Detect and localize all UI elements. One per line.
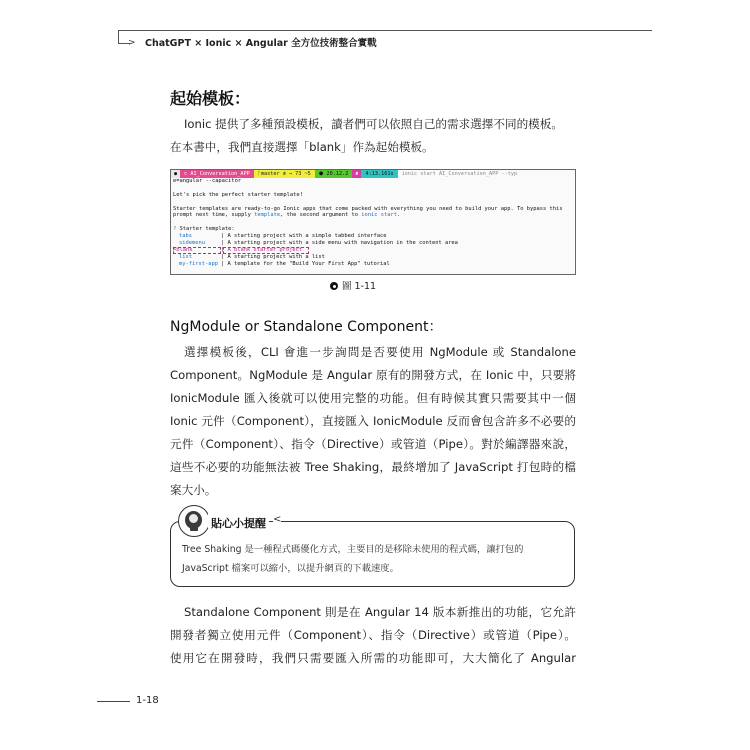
highlight-box-blank-name [173,247,221,255]
terminal-screenshot [170,169,576,275]
lightbulb-glass [189,514,198,523]
prompt-node-version: ⬢ 20.12.2 [315,170,353,178]
paragraph-line: Standalone Component 則是在 Angular 14 版本新推出的功能，它允許 [184,605,576,619]
paragraph-line: 開發者獨立使用元件（Component）、指令（Directive）或管道（Pipe）。 [170,628,576,642]
option-desc: A starting project with a list [227,253,325,260]
header-rule-top [118,30,652,31]
tip-arrow-icon: < [273,514,282,525]
terminal-keyword-ionic-start: ionic start [361,212,397,219]
terminal-prompt-bar [171,170,575,178]
figure-icon [330,282,338,290]
prompt-dot-icon: ● [171,170,180,178]
header-rule-left [118,30,119,43]
paragraph-starter-template [170,113,576,159]
paragraph-standalone [170,601,576,670]
option-desc: A starting project with a side menu with navigation in the content area [227,240,458,247]
prompt-error-icon: ✘ [352,170,361,178]
book-title: ChatGPT × Ionic × Angular 全方位技術整合實戰 [145,38,377,49]
terminal-line [171,212,575,219]
tip-text-line: Tree Shaking 是一種程式碼優化方式，主要目的是移除未使用的程式碼，讓打包的 [182,544,524,555]
selected-marker: > [173,246,177,253]
question-text: Starter template: [176,226,235,233]
paragraph-line: 使用它在開發時，我們只需要匯入所需的功能即可，大大簡化了 Angular [170,651,576,665]
paragraph-line: IonicModule 匯入後就可以使用完整的功能。但有時候其實只需要其中一個 [170,391,576,405]
template-option-sidemenu: sidemenu | A starting project with a side menu with navigation in the content area [171,240,575,247]
terminal-keyword-template: template [254,212,281,219]
lightbulb-base [190,527,198,531]
option-name: my-first-app [179,260,218,267]
prompt-duration: 4:13.161s [361,170,397,178]
running-header [118,28,652,58]
option-name: sidemenu [179,240,205,247]
page-number: 1-18 [136,695,159,706]
terminal-question [171,226,575,233]
option-desc: A blank starter project [227,246,303,253]
terminal-line [171,219,575,226]
prompt-command: ionic start AI_Conversation_APP --typ [398,170,575,178]
header-arrow-icon: > [128,38,136,48]
option-name: tabs [179,233,192,240]
paragraph-line: 這些不必要的功能無法被 Tree Shaking，最終增加了 JavaScript 打包時的檔 [170,460,576,474]
figure-caption-text: 圖 1-11 [342,281,377,292]
terminal-line [171,185,575,192]
template-option-tabs: tabs | A starting project with a simple tabbed interface [171,233,575,240]
option-desc: A starting project with a simple tabbed interface [227,233,387,240]
highlight-box-blank-desc [223,247,309,255]
option-name: blank [176,246,193,253]
tip-text-line: JavaScript 檔案可以縮小，以提升網頁的下載速度。 [182,563,399,574]
template-option-my-first-app: my-first-app | A template for the "Build Your First App" tutorial [171,261,575,268]
terminal-line: Starter templates are ready-to-go Ionic apps that come packed with everything you need to build your app. To bypass this [173,205,563,212]
paragraph-line: 選擇模板後，CLI 會進一步詢問是否要使用 NgModule 或 Standalone [184,345,576,359]
paragraph-ngmodule [170,341,576,502]
template-option-list: list | A starting project with a list [171,254,575,261]
paragraph-line: Ionic 提供了多種預設模板，讀者們可以依照自己的需求選擇不同的模板。 [184,117,563,131]
terminal-line [171,199,575,206]
paragraph-line: Component。NgModule 是 Angular 原有的開發方式，在 Ionic 中，只要將 [170,368,576,382]
option-name: list [179,253,192,260]
paragraph-line: 案大小。 [170,483,217,497]
paragraph-line: Ionic 元件（Component），直接匯入 IonicModule 反而會包含許多不必要的 [170,414,576,428]
prompt-directory: ⊂ AI_Conversation_APP [180,170,254,178]
terminal-text: , the second argument to [280,212,362,219]
terminal-line: e=angular --capacitor [173,178,242,184]
paragraph-line: 元件（Component）、指令（Directive）或管道（Pipe）。對於編譯器來說， [170,437,576,451]
template-option-blank-selected: >blank | A blank starter project [171,247,575,254]
question-mark: ? [173,226,177,233]
footer-rule [97,701,130,702]
section-title-starter-template: 起始模板： [170,89,251,108]
terminal-text: prompt next time, supply [173,212,255,219]
paragraph-line: 在本書中，我們直接選擇「blank」作為起始模板。 [170,140,434,154]
lightbulb-icon [178,505,210,537]
terminal-text: . [396,212,401,219]
terminal-line: Let's pick the perfect starter template! [173,191,303,198]
tip-title-wrap [208,512,269,528]
section-title-ngmodule: NgModule or Standalone Component： [170,319,443,335]
option-desc: A template for the "Build Your First App" tutorial [227,260,390,267]
prompt-git-branch: ᚴmaster ≢ ⇒ 73 ~5 [254,170,315,178]
tip-title: 貼心小提醒 [211,517,266,530]
figure-caption [330,278,420,292]
